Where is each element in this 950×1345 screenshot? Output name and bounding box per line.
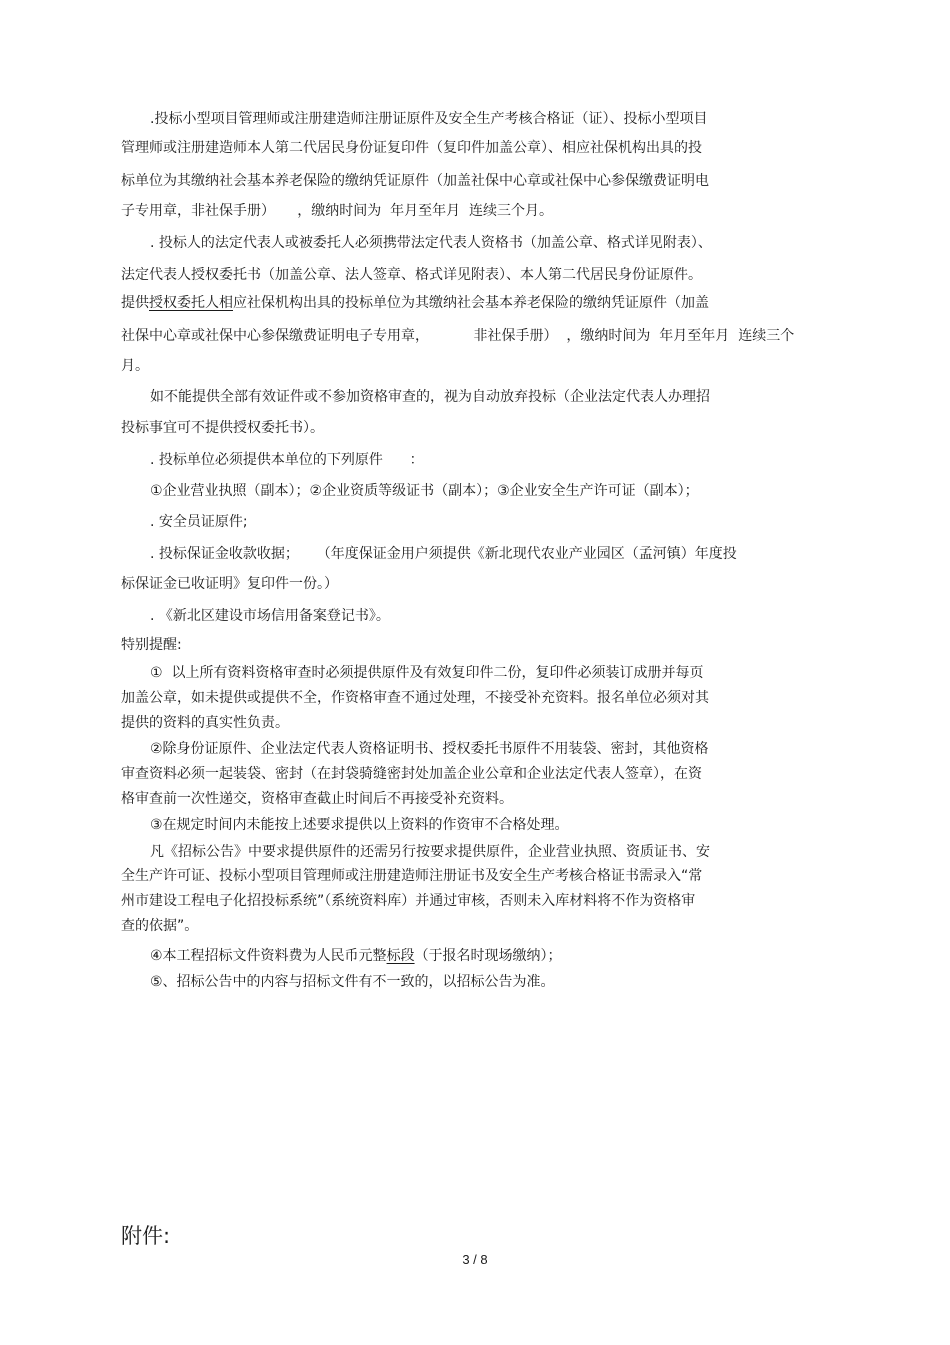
text-line: 全生产许可证、投标小型项目管理师或注册建造师注册证书及安全生产考核合格证书需录入“常: [121, 868, 703, 884]
text-line: [150, 946, 562, 966]
text-line: . 安全员证原件;: [150, 514, 248, 530]
text-line: 审查资料必须一起装袋、密封（在封袋骑缝密封处加盖企业公章和企业法定代表人签章），在资: [121, 766, 702, 782]
text-line: . 投标单位必须提供本单位的下列原件 ：: [150, 452, 424, 468]
text-segment: ④本工程招标文件资料费为人民币元整: [150, 948, 387, 964]
underlined-text: 标段: [386, 948, 415, 964]
text-segment: 提供: [121, 295, 149, 311]
attachment-heading: 附件:: [121, 1224, 171, 1248]
text-line: ⑤、招标公告中的内容与招标文件有不一致的，以招标公告为准。: [150, 974, 555, 990]
text-line: 查的依据”。: [121, 918, 199, 934]
text-line: ① 以上所有资料资格审查时必须提供原件及有效复印件二份，复印件必须装订成册并每页: [150, 665, 704, 681]
text-line: .投标小型项目管理师或注册建造师注册证原件及安全生产考核合格证（证）、投标小型项目: [150, 111, 708, 127]
text-line: 州市建设工程电子化招投标系统”（系统资料库）并通过审核，否则未入库材料将不作为资格审: [121, 893, 696, 909]
text-segment: 应社保机构出具的投标单位为其缴纳社会基本养老保险的缴纳凭证原件（加盖: [233, 295, 709, 311]
text-line: . 投标保证金收款收据； （年度保证金用户须提供《新北现代农业产业园区（孟河镇）年度投: [150, 546, 737, 562]
text-line: [121, 293, 709, 313]
text-line: 管理师或注册建造师本人第二代居民身份证复印件（复印件加盖公章）、相应社保机构出具的投: [121, 140, 702, 156]
text-line: 子专用章，非社保手册） ，缴纳时间为 年月至年月 连续三个月。: [121, 203, 554, 219]
text-line: 提供的资料的真实性负责。: [121, 715, 289, 731]
text-line: 标单位为其缴纳社会基本养老保险的缴纳凭证原件（加盖社保中心章或社保中心参保缴费证明电: [121, 173, 709, 189]
text-line: 月。: [121, 358, 149, 374]
text-line: 凡《招标公告》中要求提供原件的还需另行按要求提供原件，企业营业执照、资质证书、安: [150, 844, 710, 860]
page-number: 3 / 8: [462, 1252, 488, 1267]
text-line: . 《新北区建设市场信用备案登记书》。: [150, 608, 390, 624]
text-line: . 投标人的法定代表人或被委托人必须携带法定代表人资格书（加盖公章、格式详见附表）、: [150, 235, 712, 251]
underlined-text: 授权委托人相: [149, 295, 233, 311]
text-line: 特别提醒:: [121, 637, 182, 653]
text-line: ①企业营业执照（副本）；②企业资质等级证书（副本）；③企业安全生产许可证（副本）；: [150, 483, 699, 499]
text-line: 格审查前一次性递交，资格审查截止时间后不再接受补充资料。: [121, 791, 513, 807]
text-line: 加盖公章，如未提供或提供不全，作资格审查不通过处理，不接受补充资料。报名单位必须对其: [121, 690, 709, 706]
text-line: ③在规定时间内未能按上述要求提供以上资料的作资审不合格处理。: [150, 817, 569, 833]
text-line: 标保证金已收证明》复印件一份。）: [121, 576, 338, 592]
text-line: 如不能提供全部有效证件或不参加资格审查的，视为自动放弃投标（企业法定代表人办理招: [150, 389, 710, 405]
text-line: 法定代表人授权委托书（加盖公章、法人签章、格式详见附表）、本人第二代居民身份证原件。: [121, 267, 702, 283]
text-line: 社保中心章或社保中心参保缴费证明电子专用章， 非社保手册） ，缴纳时间为 年月至年月 连续三个: [121, 328, 795, 344]
text-line: ②除身份证原件、企业法定代表人资格证明书、授权委托书原件不用装袋、密封，其他资格: [150, 741, 709, 757]
text-line: 投标事宜可不提供授权委托书）。: [121, 420, 324, 436]
text-segment: （于报名时现场缴纳）；: [414, 948, 562, 964]
